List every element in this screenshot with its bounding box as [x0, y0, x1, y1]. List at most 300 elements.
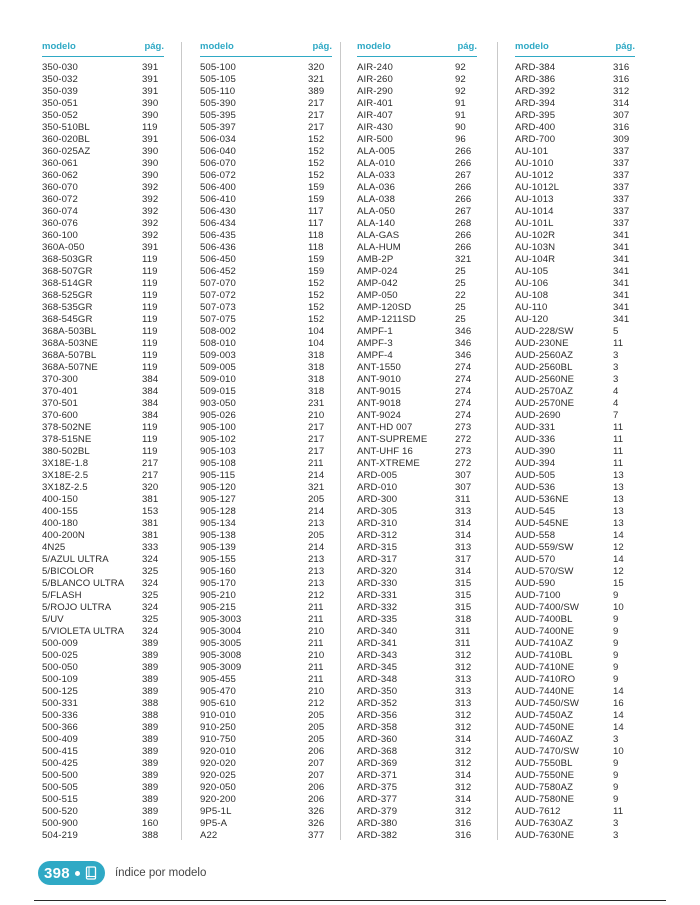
- page-ref: 11: [613, 806, 624, 817]
- index-row: [515, 314, 635, 326]
- index-row: [42, 650, 164, 662]
- page-ref: 205: [308, 734, 325, 745]
- model-code: AUD-390: [515, 446, 556, 457]
- page-ref: 389: [142, 662, 159, 673]
- model-code: ARD-395: [515, 110, 556, 121]
- page-ref: 210: [308, 626, 325, 637]
- model-code: ANT-9018: [357, 398, 401, 409]
- index-row: [515, 86, 635, 98]
- model-code: AUD-559/SW: [515, 542, 574, 553]
- model-code: AIR-407: [357, 110, 393, 121]
- model-code: 507-072: [200, 290, 236, 301]
- index-row: [357, 182, 477, 194]
- index-row: [515, 194, 635, 206]
- model-code: ARD-356: [357, 710, 398, 721]
- model-code: ARD-312: [357, 530, 398, 541]
- index-row: [357, 794, 477, 806]
- index-rows: [200, 62, 332, 842]
- model-code: 360-076: [42, 218, 78, 229]
- page-ref: 266: [455, 158, 472, 169]
- index-row: [357, 566, 477, 578]
- model-code: AUD-7400/SW: [515, 602, 580, 613]
- index-row: [42, 542, 164, 554]
- page-ref: 4: [613, 386, 619, 397]
- index-row: [357, 614, 477, 626]
- index-row: [357, 422, 477, 434]
- index-row: [357, 686, 477, 698]
- page-ref: 3: [613, 350, 619, 361]
- page-ref: 25: [455, 302, 466, 313]
- index-row: [357, 458, 477, 470]
- index-row: [200, 734, 332, 746]
- index-row: [42, 578, 164, 590]
- model-code: 368-545GR: [42, 314, 93, 325]
- page-ref: 314: [455, 794, 472, 805]
- index-row: [357, 806, 477, 818]
- index-row: [515, 782, 635, 794]
- index-columns: [0, 40, 700, 842]
- model-code: AU-1010: [515, 158, 554, 169]
- index-row: [42, 374, 164, 386]
- index-row: [42, 482, 164, 494]
- model-code: 500-050: [42, 662, 78, 673]
- page-ref: 309: [613, 134, 630, 145]
- model-code: AUD-570/SW: [515, 566, 574, 577]
- index-row: [42, 362, 164, 374]
- index-column-4: [515, 40, 635, 842]
- page-ref: 217: [308, 98, 325, 109]
- index-row: [515, 398, 635, 410]
- page-ref: 337: [613, 194, 630, 205]
- page-ref: 391: [142, 134, 159, 145]
- index-row: [357, 110, 477, 122]
- page-ref: 11: [613, 434, 624, 445]
- page-ref: 272: [455, 458, 472, 469]
- page-ref: 104: [308, 326, 325, 337]
- index-row: [42, 446, 164, 458]
- index-row: [515, 326, 635, 338]
- page-ref: 3: [613, 362, 619, 373]
- page-ref: 15: [613, 578, 624, 589]
- model-code: 3X18Z-2.5: [42, 482, 88, 493]
- index-row: [515, 182, 635, 194]
- index-row: [42, 686, 164, 698]
- index-row: [357, 266, 477, 278]
- model-code: 506-430: [200, 206, 236, 217]
- index-row: [42, 74, 164, 86]
- page-ref: 325: [142, 614, 159, 625]
- index-row: [357, 122, 477, 134]
- index-row: [200, 506, 332, 518]
- page-ref: 266: [455, 182, 472, 193]
- index-row: [515, 278, 635, 290]
- page-ref: 119: [142, 254, 158, 265]
- index-row: [515, 578, 635, 590]
- model-code: 905-155: [200, 554, 236, 565]
- index-row: [357, 170, 477, 182]
- index-row: [515, 254, 635, 266]
- page-ref: 312: [455, 722, 472, 733]
- index-row: [515, 662, 635, 674]
- index-row: [200, 746, 332, 758]
- index-row: [200, 338, 332, 350]
- model-code: AU-110: [515, 302, 548, 313]
- index-row: [200, 602, 332, 614]
- page-ref: 214: [308, 506, 325, 517]
- model-code: AUD-336: [515, 434, 556, 445]
- index-row: [200, 590, 332, 602]
- model-code: 500-520: [42, 806, 78, 817]
- page-ref: 211: [308, 638, 324, 649]
- column-separator: [340, 42, 341, 840]
- index-row: [357, 770, 477, 782]
- page-ref: 9: [613, 662, 619, 673]
- index-row: [42, 110, 164, 122]
- page-ref: 152: [308, 158, 325, 169]
- index-rows: [357, 62, 477, 842]
- page-ref: 16: [613, 698, 624, 709]
- model-code: 360-025AZ: [42, 146, 91, 157]
- index-row: [357, 410, 477, 422]
- model-code: AUD-545: [515, 506, 556, 517]
- index-row: [42, 62, 164, 74]
- page-ref: 326: [308, 818, 325, 829]
- index-row: [200, 482, 332, 494]
- model-code: ALA-038: [357, 194, 396, 205]
- page-ref: 217: [308, 422, 325, 433]
- page-ref: 213: [308, 554, 325, 565]
- index-row: [200, 530, 332, 542]
- model-code: AU-106: [515, 278, 549, 289]
- page-ref: 324: [142, 626, 159, 637]
- index-row: [515, 470, 635, 482]
- model-code: ALA-036: [357, 182, 396, 193]
- page-number: 398: [44, 864, 70, 882]
- model-code: 5/ROJO ULTRA: [42, 602, 112, 613]
- page-ref: 337: [613, 170, 630, 181]
- model-code: AUD-570: [515, 554, 556, 565]
- page-ref: 211: [308, 602, 324, 613]
- index-row: [515, 506, 635, 518]
- model-header: modelo: [200, 41, 234, 52]
- model-code: ARD-394: [515, 98, 556, 109]
- index-row: [515, 686, 635, 698]
- page-ref: 213: [308, 566, 325, 577]
- index-row: [200, 86, 332, 98]
- model-code: 905-138: [200, 530, 236, 541]
- index-row: [357, 674, 477, 686]
- page-ref: 206: [308, 794, 325, 805]
- model-code: 500-505: [42, 782, 78, 793]
- model-code: ARD-005: [357, 470, 398, 481]
- page-ref: 25: [455, 266, 466, 277]
- index-row: [42, 818, 164, 830]
- page-ref: 118: [308, 230, 324, 241]
- index-row: [200, 218, 332, 230]
- index-row: [42, 218, 164, 230]
- model-code: ARD-400: [515, 122, 556, 133]
- index-column-1: [42, 40, 164, 842]
- model-code: 5/FLASH: [42, 590, 82, 601]
- page-ref: 13: [613, 518, 624, 529]
- model-code: 506-072: [200, 170, 236, 181]
- model-code: 509-005: [200, 362, 236, 373]
- model-code: AU-101: [515, 146, 549, 157]
- index-row: [200, 626, 332, 638]
- page-ref: 341: [613, 302, 630, 313]
- index-row: [200, 314, 332, 326]
- index-row: [200, 494, 332, 506]
- index-row: [357, 398, 477, 410]
- model-code: 500-125: [42, 686, 78, 697]
- model-code: ARD-360: [357, 734, 398, 745]
- page-ref: 152: [308, 146, 325, 157]
- index-row: [200, 470, 332, 482]
- model-code: A22: [200, 830, 218, 841]
- index-row: [515, 422, 635, 434]
- model-code: 903-050: [200, 398, 236, 409]
- page-ref: 384: [142, 410, 159, 421]
- page-ref: 312: [455, 746, 472, 757]
- index-row: [42, 134, 164, 146]
- index-row: [42, 734, 164, 746]
- page-ref: 321: [308, 482, 325, 493]
- index-row: [200, 170, 332, 182]
- page-ref: 389: [142, 794, 159, 805]
- index-row: [200, 242, 332, 254]
- model-code: 500-366: [42, 722, 78, 733]
- model-code: ARD-352: [357, 698, 398, 709]
- model-code: ANT-1550: [357, 362, 401, 373]
- index-row: [200, 818, 332, 830]
- page-ref: 118: [308, 242, 324, 253]
- page-ref: 92: [455, 86, 466, 97]
- page-ref: 214: [308, 470, 325, 481]
- model-code: AUD-7450AZ: [515, 710, 574, 721]
- page-ref: 119: [142, 326, 158, 337]
- page-ref: 321: [308, 74, 325, 85]
- index-row: [357, 206, 477, 218]
- model-code: AUD-7410RO: [515, 674, 576, 685]
- index-row: [357, 362, 477, 374]
- page-ref: 274: [455, 410, 472, 421]
- index-row: [42, 530, 164, 542]
- model-code: 507-075: [200, 314, 236, 325]
- index-row: [515, 698, 635, 710]
- index-row: [42, 494, 164, 506]
- index-row: [515, 230, 635, 242]
- model-code: 505-110: [200, 86, 236, 97]
- index-row: [42, 326, 164, 338]
- model-code: ARD-335: [357, 614, 398, 625]
- page-ref: 5: [613, 326, 619, 337]
- page-ref: 210: [308, 650, 325, 661]
- bullet-dot: [75, 871, 80, 876]
- index-row: [515, 542, 635, 554]
- index-row: [357, 74, 477, 86]
- model-code: AU-103N: [515, 242, 556, 253]
- page-ref: 92: [455, 62, 466, 73]
- page-ref: 92: [455, 74, 466, 85]
- index-row: [42, 434, 164, 446]
- model-code: AUD-394: [515, 458, 556, 469]
- page-ref: 389: [142, 734, 159, 745]
- index-row: [42, 722, 164, 734]
- model-code: ANT-9015: [357, 386, 401, 397]
- page-ref: 320: [308, 62, 325, 73]
- model-code: 380-502BL: [42, 446, 90, 457]
- model-code: ARD-343: [357, 650, 398, 661]
- model-code: 350-032: [42, 74, 78, 85]
- page-ref: 341: [613, 290, 630, 301]
- page-ref: 11: [613, 422, 624, 433]
- page-ref: 210: [308, 686, 325, 697]
- page-ref: 159: [308, 182, 325, 193]
- index-row: [200, 398, 332, 410]
- model-code: ARD-010: [357, 482, 398, 493]
- page-ref: 389: [142, 722, 159, 733]
- index-row: [515, 494, 635, 506]
- index-row: [515, 410, 635, 422]
- index-row: [357, 830, 477, 842]
- index-row: [200, 146, 332, 158]
- page-ref: 217: [142, 470, 159, 481]
- index-row: [515, 458, 635, 470]
- page-ref: 119: [142, 122, 158, 133]
- model-code: 500-500: [42, 770, 78, 781]
- page-ref: 9: [613, 614, 619, 625]
- model-code: ARD-379: [357, 806, 398, 817]
- model-code: AUD-7630NE: [515, 830, 575, 841]
- index-row: [357, 230, 477, 242]
- model-code: AMP-050: [357, 290, 398, 301]
- page-ref: 22: [455, 290, 466, 301]
- model-code: ARD-369: [357, 758, 398, 769]
- model-code: 506-434: [200, 218, 236, 229]
- page-ref: 159: [308, 254, 325, 265]
- page-ref: 206: [308, 746, 325, 757]
- model-code: ARD-331: [357, 590, 398, 601]
- page-ref: 3: [613, 818, 619, 829]
- index-row: [515, 758, 635, 770]
- index-row: [200, 698, 332, 710]
- model-code: 500-025: [42, 650, 78, 661]
- page-ref: 14: [613, 722, 624, 733]
- model-code: 509-010: [200, 374, 236, 385]
- page-ref: 384: [142, 398, 159, 409]
- page-ref: 9: [613, 638, 619, 649]
- model-code: AUD-7450NE: [515, 722, 575, 733]
- model-code: AU-104R: [515, 254, 556, 265]
- model-code: 400-150: [42, 494, 78, 505]
- model-code: 9P5-A: [200, 818, 228, 829]
- page-ref: 318: [308, 386, 325, 397]
- model-code: 5/BICOLOR: [42, 566, 95, 577]
- index-row: [200, 578, 332, 590]
- page-ref: 316: [613, 62, 630, 73]
- model-code: 905-3009: [200, 662, 242, 673]
- index-row: [357, 494, 477, 506]
- model-code: AU-120: [515, 314, 549, 325]
- page-ref: 273: [455, 422, 472, 433]
- model-code: 505-390: [200, 98, 236, 109]
- page-ref: 152: [308, 278, 325, 289]
- page-ref: 3: [613, 830, 619, 841]
- model-code: ARD-700: [515, 134, 556, 145]
- index-row: [515, 122, 635, 134]
- page-ref: 217: [308, 434, 325, 445]
- page-ref: 266: [455, 242, 472, 253]
- index-row: [42, 98, 164, 110]
- index-row: [357, 506, 477, 518]
- index-row: [357, 146, 477, 158]
- page-ref: 389: [142, 770, 159, 781]
- page-ref: 314: [455, 566, 472, 577]
- index-row: [200, 182, 332, 194]
- model-code: AUD-558: [515, 530, 556, 541]
- index-row: [200, 446, 332, 458]
- page-ref: 13: [613, 506, 624, 517]
- model-code: ARD-384: [515, 62, 556, 73]
- index-row: [200, 386, 332, 398]
- index-row: [200, 710, 332, 722]
- page-ref: 389: [142, 638, 159, 649]
- model-code: ANT-9010: [357, 374, 401, 385]
- model-code: ARD-341: [357, 638, 398, 649]
- index-row: [200, 134, 332, 146]
- page-ref: 274: [455, 398, 472, 409]
- model-code: ARD-377: [357, 794, 398, 805]
- model-code: ARD-371: [357, 770, 398, 781]
- index-row: [200, 422, 332, 434]
- index-row: [515, 170, 635, 182]
- page-ref: 384: [142, 386, 159, 397]
- index-row: [515, 710, 635, 722]
- model-code: ARD-320: [357, 566, 398, 577]
- index-row: [200, 614, 332, 626]
- page-ref: 119: [142, 422, 158, 433]
- model-code: ARD-330: [357, 578, 398, 589]
- index-row: [515, 770, 635, 782]
- model-code: 905-215: [200, 602, 236, 613]
- index-row: [42, 254, 164, 266]
- model-code: 506-070: [200, 158, 236, 169]
- page-ref: 9: [613, 590, 619, 601]
- model-code: AUD-2560BL: [515, 362, 573, 373]
- page-ref: 392: [142, 206, 159, 217]
- page-ref: 307: [613, 110, 630, 121]
- model-code: 905-170: [200, 578, 236, 589]
- index-row: [42, 746, 164, 758]
- page-ref: 318: [455, 614, 472, 625]
- model-code: 508-002: [200, 326, 236, 337]
- index-row: [357, 530, 477, 542]
- page-ref: 321: [455, 254, 472, 265]
- page-ref: 207: [308, 758, 325, 769]
- index-row: [357, 602, 477, 614]
- index-row: [515, 242, 635, 254]
- index-row: [515, 794, 635, 806]
- model-code: ARD-315: [357, 542, 398, 553]
- page-ref: 9: [613, 650, 619, 661]
- model-code: AU-1012: [515, 170, 554, 181]
- model-code: 368A-503NE: [42, 338, 98, 349]
- page-ref: 315: [455, 590, 472, 601]
- page-ref: 392: [142, 218, 159, 229]
- index-row: [357, 722, 477, 734]
- model-header: modelo: [515, 41, 549, 52]
- page-ref: 314: [455, 518, 472, 529]
